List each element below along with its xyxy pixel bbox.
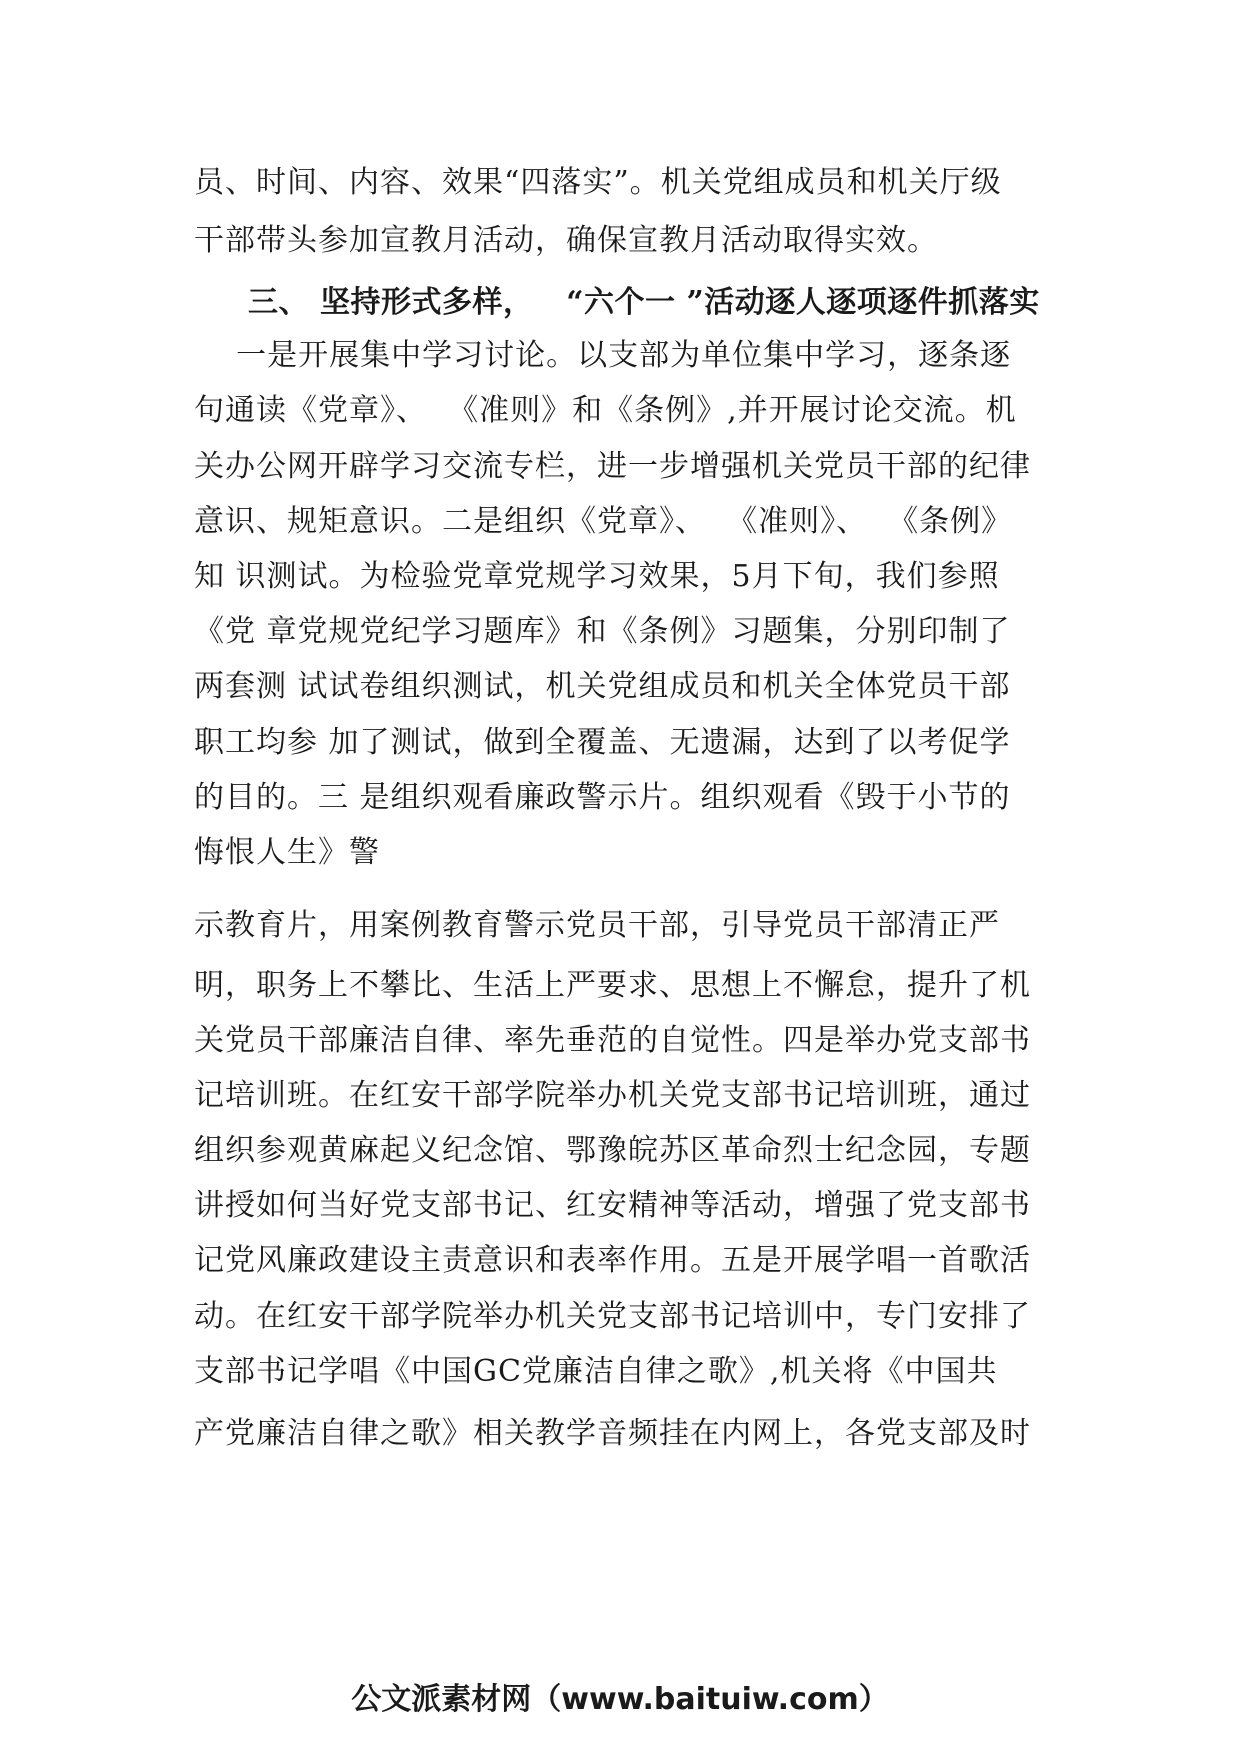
text-line: 一是开展集中学习讨论。以支部为单位集中学习，逐条逐 xyxy=(194,338,1012,373)
text-line: 示教育片，用案例教育警示党员干部，引导党员干部清正严 xyxy=(194,908,1000,943)
text-line: 职工均参 加了测试，做到全覆盖、无遗漏，达到了以考促学 xyxy=(194,725,1011,760)
text-line: 干部带头参加宣教月活动，确保宣教月活动取得实效。 xyxy=(194,223,938,258)
text-line: 支部书记学唱《中国GC党廉洁自律之歌》,机关将《中国共 xyxy=(194,1354,998,1389)
text-line: 句通读《党章》、 《准则》和《条例》,并开展讨论交流。机 xyxy=(194,393,1017,428)
text-line: 《党 章党规党纪学习题库》和《条例》习题集，分别印制了 xyxy=(194,614,1011,649)
text-line: 明，职务上不攀比、生活上严要求、思想上不懈怠，提升了机 xyxy=(194,968,1031,1003)
text-line: 产党廉洁自律之歌》相关教学音频挂在内网上，各党支部及时 xyxy=(194,1416,1031,1451)
text-line: 知 识测试。为检验党章党规学习效果，5月下旬，我们参照 xyxy=(194,559,1000,594)
text-line: 记党风廉政建设主责意识和表率作用。五是开展学唱一首歌活 xyxy=(194,1243,1031,1278)
text-line: 两套测 试试卷组织测试，机关党组成员和机关全体党员干部 xyxy=(194,669,1011,704)
text-line: 的目的。三 是组织观看廉政警示片。组织观看《毁于小节的 xyxy=(194,780,1011,815)
section-heading: 三、 坚持形式多样， “六个一 ”活动逐人逐项逐件抓落实 xyxy=(248,285,1040,320)
text-line: 意识、规矩意识。二是组织《党章》、 《准则》、 《条例》 xyxy=(194,504,1013,539)
text-line: 关办公网开辟学习交流专栏，进一步增强机关党员干部的纪律 xyxy=(194,449,1031,484)
text-line: 动。在红安干部学院举办机关党支部书记培训中，专门安排了 xyxy=(194,1299,1031,1334)
text-line: 员、时间、内容、效果“四落实”。机关党组成员和机关厅级 xyxy=(194,165,1002,200)
text-line: 关党员干部廉洁自律、率先垂范的自觉性。四是举办党支部书 xyxy=(194,1023,1031,1058)
text-line: 悔恨人生》警 xyxy=(194,835,380,870)
text-line: 记培训班。在红安干部学院举办机关党支部书记培训班，通过 xyxy=(194,1078,1031,1113)
text-line: 组织参观黄麻起义纪念馆、鄂豫皖苏区革命烈士纪念园，专题 xyxy=(194,1133,1031,1168)
footer-watermark: 公文派素材网（www.baituiw.com） xyxy=(351,1682,889,1717)
text-line: 讲授如何当好党支部书记、红安精神等活动，增强了党支部书 xyxy=(194,1188,1031,1223)
